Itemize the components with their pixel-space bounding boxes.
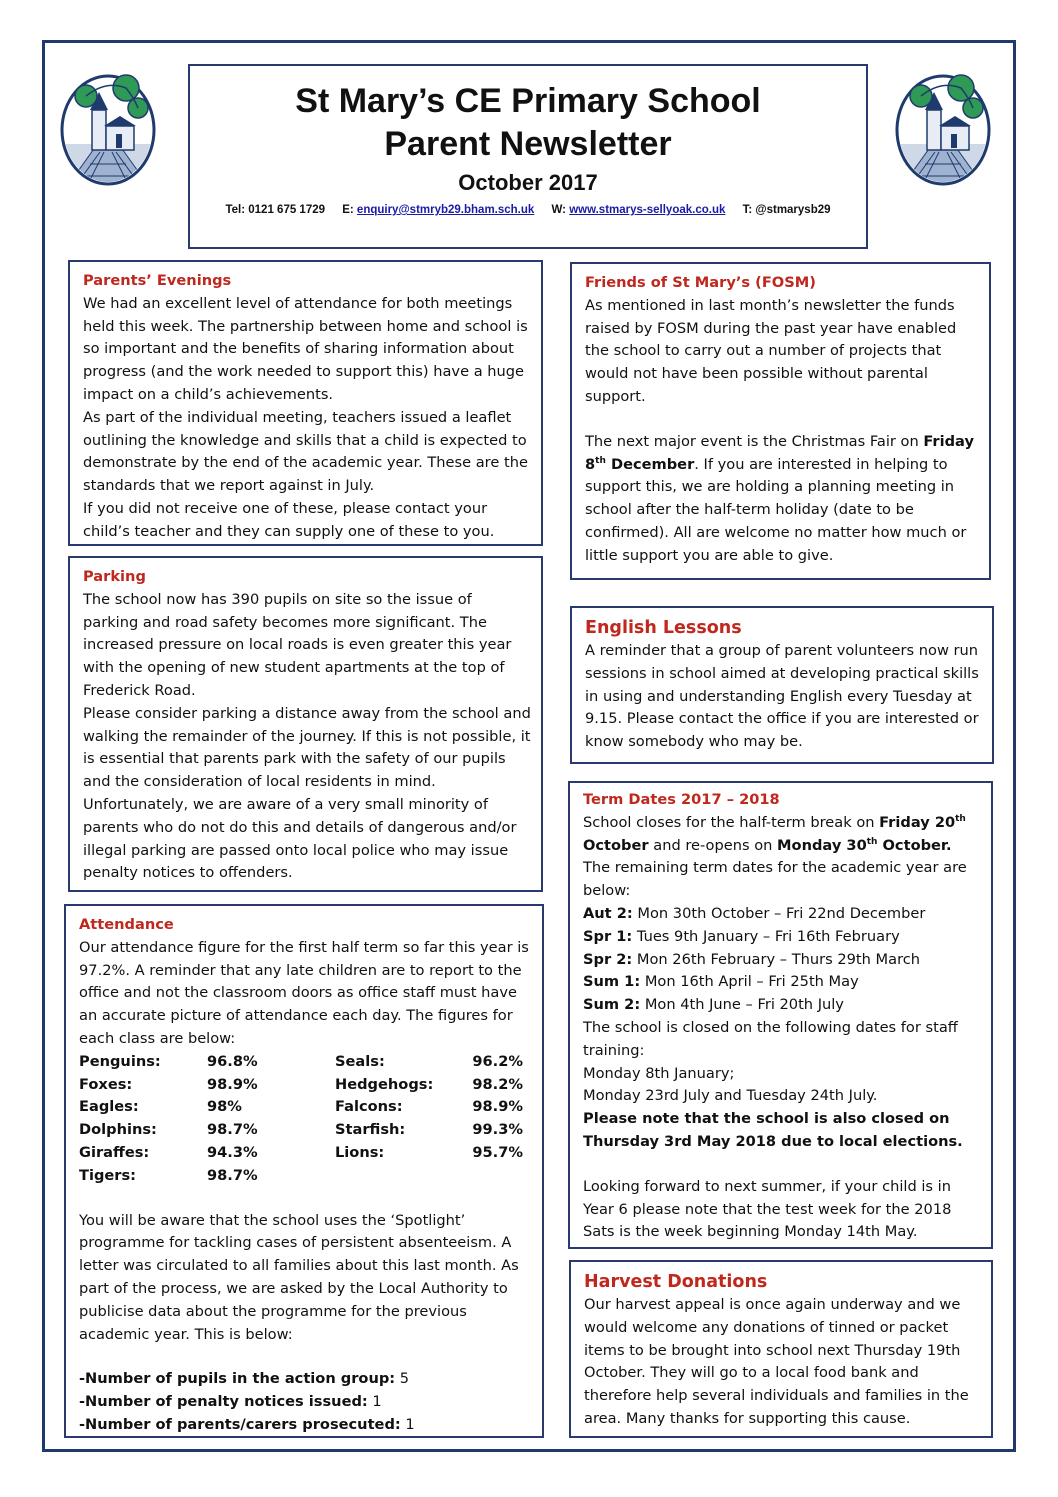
section-heading: Term Dates 2017 – 2018 [583, 791, 780, 808]
closure-date: Monday 8th January; [583, 1064, 735, 1082]
class-value: 99.3% [472, 1121, 523, 1139]
text-run: December [610, 455, 695, 473]
term-line [583, 994, 981, 1017]
class-name: Penguins: [79, 1052, 161, 1070]
contact-line [190, 204, 866, 216]
table-row [79, 1051, 523, 1074]
class-attendance-table [79, 1051, 523, 1188]
twitter-handle: @stmarysb29 [755, 204, 831, 216]
paragraph: A reminder that a group of parent volunteers now run sessions in school aimed at developing practical skills in using and understanding English every Tuesday at 9.15. Please contact the office if you are interested or know somebody who may be. [585, 642, 979, 751]
term-dates: Mon 16th April – Fri 25th May [644, 973, 859, 991]
term-dates: Tues 9th January – Fri 16th February [636, 927, 900, 945]
class-value: 98% [207, 1098, 242, 1116]
harvest-donations-section [569, 1260, 993, 1438]
class-name: Hedgehogs: [335, 1075, 434, 1093]
web-label: W: [551, 204, 566, 216]
newsletter-title: Parent Newsletter [384, 125, 672, 163]
ordinal: th [866, 836, 878, 847]
table-row [79, 1165, 523, 1188]
paragraph: As part of the individual meeting, teachers issued a leaflet outlining the knowledge and skills that a child is expected to demonstrate by the end of the academic year. These are the standards that we report against in July. [83, 408, 528, 495]
website-link[interactable]: www.stmarys-sellyoak.co.uk [569, 204, 726, 216]
text-run: Friday 8 [585, 432, 974, 473]
class-name [335, 1165, 463, 1188]
term-line [583, 949, 981, 972]
table-row [79, 1096, 523, 1119]
crest-icon [891, 66, 995, 188]
class-name: Lions: [335, 1143, 385, 1161]
text-run: October [583, 836, 649, 854]
closure-date: Monday 23rd July and Tuesday 24th July. [583, 1087, 878, 1105]
fosm-section [570, 262, 991, 580]
section-heading: Friends of St Mary’s (FOSM) [585, 274, 816, 291]
class-name: Eagles: [79, 1098, 139, 1116]
paragraph [585, 431, 979, 568]
stat-label: -Number of pupils in the action group: [79, 1370, 396, 1388]
class-value: 98.2% [472, 1075, 523, 1093]
section-heading: Attendance [79, 916, 174, 933]
term-dates: Mon 26th February – Thurs 29th March [636, 950, 921, 968]
stat-line [79, 1414, 532, 1437]
class-name: Falcons: [335, 1098, 403, 1116]
ordinal: th [955, 813, 966, 824]
class-name: Starfish: [335, 1121, 406, 1139]
stat-value: 5 [399, 1370, 410, 1388]
attendance-section [64, 904, 544, 1438]
ordinal: th [595, 455, 606, 466]
twitter-label: T: [742, 204, 753, 216]
paragraph: We had an excellent level of attendance for both meetings held this week. The partnership between home and school is so important and the benefits of sharing information about progress (and the work needed to support this) have a huge impact on a child’s achievements. [83, 294, 528, 403]
date-bold [777, 837, 952, 854]
table-row [79, 1142, 523, 1165]
term-line [583, 971, 981, 994]
term-label: Sum 1: [583, 973, 641, 991]
term-label: Aut 2: [583, 904, 633, 922]
stat-line [79, 1391, 532, 1414]
stat-value: 1 [372, 1393, 382, 1411]
term-label: Spr 2: [583, 950, 633, 968]
class-value: 98.9% [472, 1098, 523, 1116]
text-run: Monday 30 [777, 836, 867, 854]
term-dates-section [568, 781, 993, 1249]
text-run: . If you are interested in helping to support this, we are holding a planning meeting in school after the half-term holiday (date to be confirmed). All are welcome no matter how much or little support you are able to give. [585, 455, 967, 564]
stat-value: 1 [405, 1415, 415, 1433]
newsletter-header [188, 64, 868, 249]
class-value: 95.7% [472, 1143, 523, 1161]
class-name: Seals: [335, 1052, 385, 1070]
term-dates: Mon 4th June – Fri 20th July [644, 996, 844, 1014]
tel-number: 0121 675 1729 [248, 204, 326, 216]
text-run: The remaining term dates for the academic year are below: [583, 859, 967, 900]
paragraph: As mentioned in last month’s newsletter the funds raised by FOSM during the past year have enabled the school to carry out a number of projects that would not have been possible without parental support. [585, 296, 957, 405]
parking-section [68, 556, 543, 892]
paragraph: If you did not receive one of these, please contact your child’s teacher and they can supply one of these to you. [83, 499, 495, 540]
term-line [583, 926, 981, 949]
text-run: October. [882, 836, 952, 854]
stat-label: -Number of penalty notices issued: [79, 1393, 368, 1411]
class-value [463, 1165, 523, 1188]
tel-label: Tel: [225, 204, 246, 216]
paragraph: Please consider parking a distance away from the school and walking the remainder of the journey. If this is not possible, it is essential that parents park with the safety of our pupils and the consideration of local residents in mind. Unfortunately, we are aware of a very small minority of parents who do not do this and details of dangerous and/or illegal parking are passed onto local police who may issue penalty notices to offenders. [83, 704, 531, 882]
stat-line [79, 1368, 532, 1391]
class-value: 96.2% [472, 1052, 523, 1070]
paragraph: Looking forward to next summer, if your child is in Year 6 please note that the test week for the 2018 Sats is the week beginning Monday 14th May. [583, 1177, 952, 1241]
class-value: 98.9% [207, 1075, 258, 1093]
class-name: Tigers: [79, 1166, 137, 1184]
paragraph [583, 812, 981, 903]
paragraph: Our attendance figure for the first half term so far this year is 97.2%. A reminder that any late children are to report to the office and not the classroom doors as office staff must have an accurate picture of attendance each day. The figures for each class are below: [79, 938, 529, 1047]
text-run: and re-opens on [653, 836, 773, 854]
class-name: Foxes: [79, 1075, 133, 1093]
class-value: 96.8% [207, 1052, 258, 1070]
paragraph: You will be aware that the school uses the ‘Spotlight’ programme for tackling cases of persistent absenteeism. A letter was circulated to all families about this last month. As part of the process, we are asked by the Local Authority to publicise data about the programme for the previous academic year. This is below: [79, 1211, 519, 1343]
text-run: School closes for the half-term break on [583, 813, 875, 831]
newsletter-date: October 2017 [458, 170, 598, 195]
parents-evenings-section [68, 260, 543, 546]
school-crest-logo-right [891, 66, 995, 188]
table-row [79, 1119, 523, 1142]
email-link[interactable]: enquiry@stmryb29.bham.sch.uk [356, 204, 535, 216]
section-heading: English Lessons [585, 618, 742, 638]
paragraph: The school now has 390 pupils on site so the issue of parking and road safety becomes more significant. The increased pressure on local roads is even greater this year with the opening of new student apartments at the top of Frederick Road. [83, 590, 512, 699]
class-value: 98.7% [207, 1166, 258, 1184]
email-label: E: [342, 204, 354, 216]
term-line [583, 903, 981, 926]
english-lessons-section [570, 606, 994, 764]
school-name: St Mary’s CE Primary School [295, 82, 761, 120]
term-dates: Mon 30th October – Fri 22nd December [637, 904, 926, 922]
term-label: Spr 1: [583, 927, 633, 945]
closure-note [583, 1108, 981, 1154]
school-crest-logo-left [56, 66, 160, 188]
text-run: Friday 20 [879, 813, 956, 831]
stat-label: -Number of parents/carers prosecuted: [79, 1415, 401, 1433]
section-heading: Harvest Donations [584, 1272, 768, 1292]
class-value: 98.7% [207, 1121, 258, 1139]
text-run: The next major event is the Christmas Fair on [585, 432, 919, 450]
term-label: Sum 2: [583, 996, 641, 1014]
crest-icon [56, 66, 160, 188]
class-name: Giraffes: [79, 1143, 150, 1161]
paragraph: Our harvest appeal is once again underway and we would welcome any donations of tinned or packet items to be brought into school next Thursday 19th October. They will go to a local food bank and therefore help several individuals and families in the area. Many thanks for supporting this cause. [584, 1296, 969, 1427]
section-heading: Parents’ Evenings [83, 272, 232, 289]
class-name: Dolphins: [79, 1121, 157, 1139]
class-value: 94.3% [207, 1143, 258, 1161]
section-heading: Parking [83, 568, 146, 585]
table-row [79, 1074, 523, 1097]
text-run: Please note that the school is also closed on Thursday 3rd May 2018 due to local elections. [583, 1110, 963, 1150]
paragraph: The school is closed on the following dates for staff training: [583, 1018, 958, 1059]
